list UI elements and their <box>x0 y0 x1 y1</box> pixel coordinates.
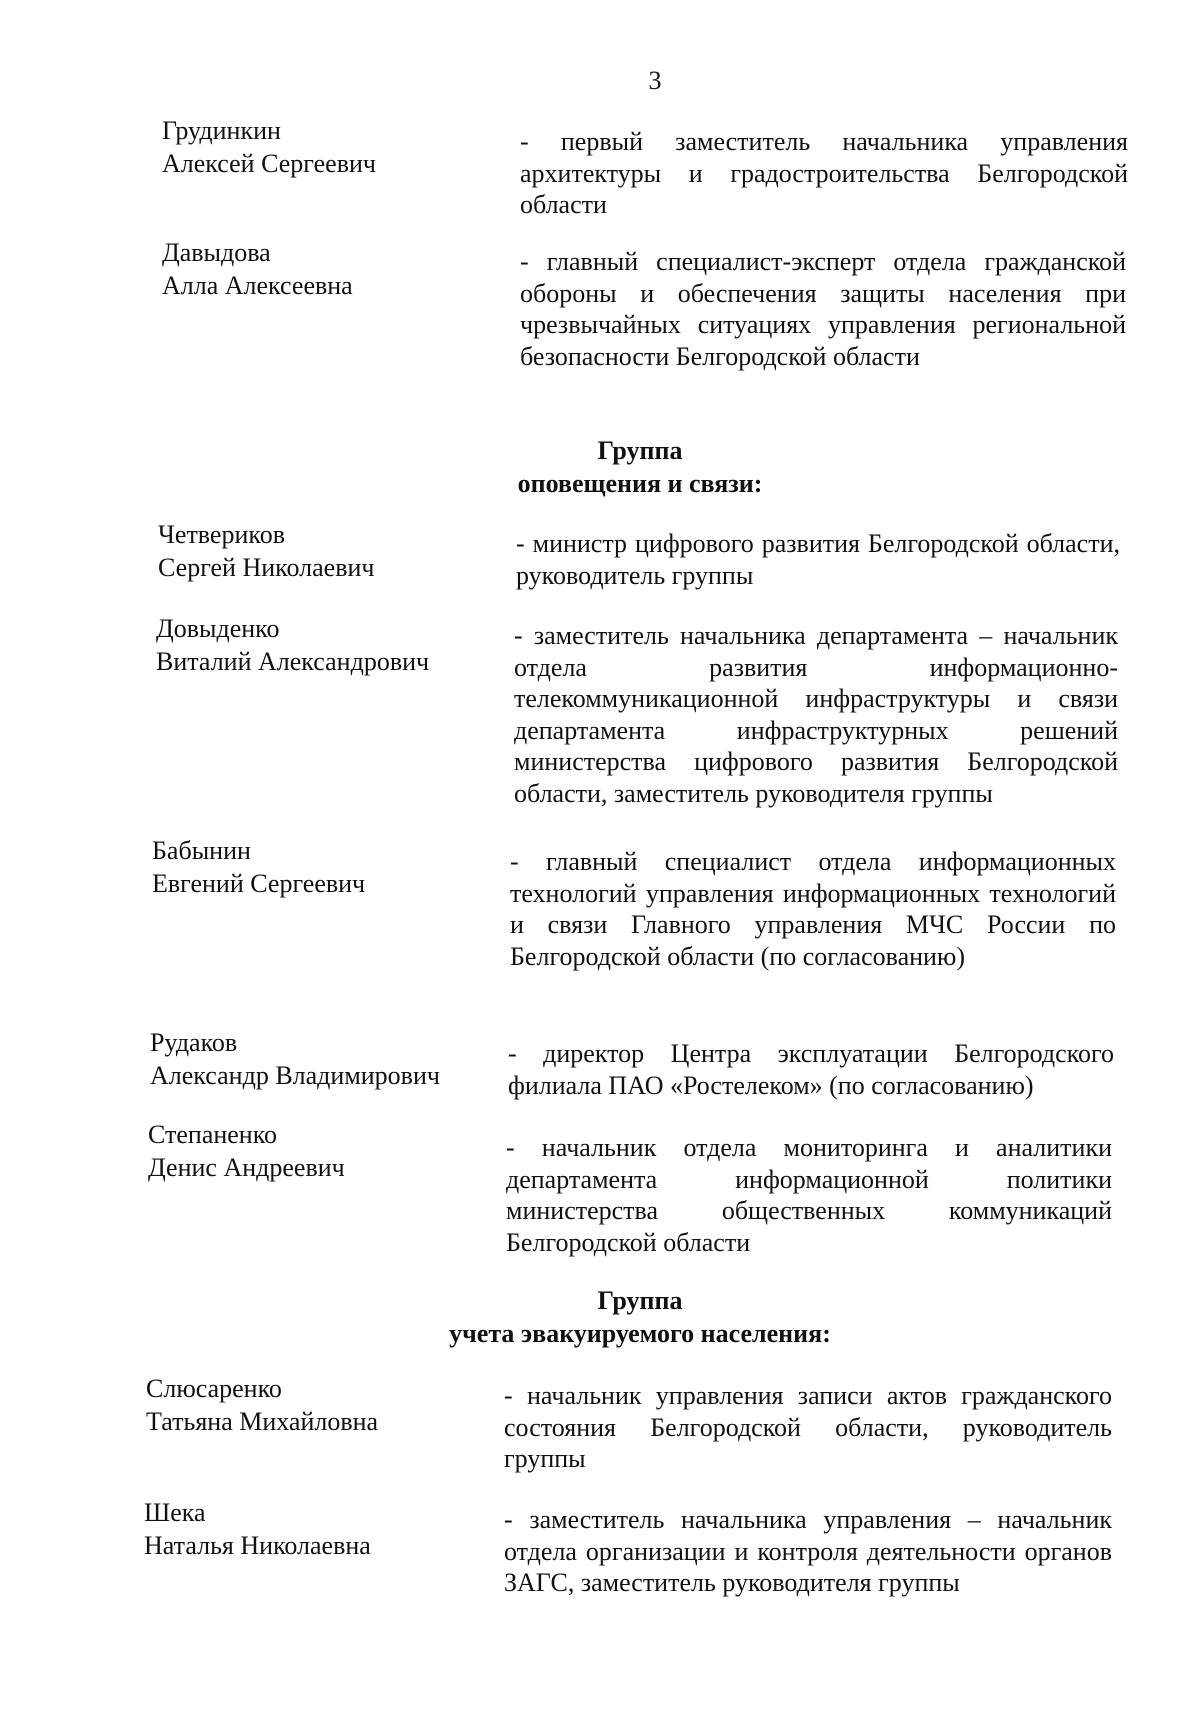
group-heading-title: Группа <box>597 436 683 465</box>
group-heading-subtitle: учета эвакуируемого населения: <box>449 1319 831 1348</box>
member-position: - заместитель начальника департамента – начальник отдела развития информационно-телекоммуникационной инфраструктуры и связи департамента инфраструктурных решений министерства цифрового развития Белгородской области, заместитель руководителя группы <box>514 621 1118 808</box>
member-name <box>148 1118 488 1184</box>
member-name <box>152 834 492 900</box>
group-heading <box>380 1284 900 1350</box>
member-name <box>156 612 496 678</box>
group-heading <box>380 434 900 500</box>
group-heading-title: Группа <box>597 1286 683 1315</box>
group-heading-subtitle: оповещения и связи: <box>517 469 763 498</box>
member-name <box>150 1026 510 1092</box>
member-name <box>162 114 502 180</box>
member-position: - начальник отдела мониторинга и аналитики департамента информационной политики министерства общественных коммуникаций Белгородской области <box>506 1133 1112 1257</box>
member-surname: Довыденко <box>156 614 280 643</box>
member-position: - директор Центра эксплуатации Белгородского филиала ПАО «Ростелеком» (по согласованию) <box>508 1039 1114 1100</box>
member-surname: Степаненко <box>148 1120 278 1149</box>
member-given-name: Сергей Николаевич <box>158 553 375 582</box>
member-given-name: Татьяна Михайловна <box>146 1407 379 1436</box>
member-position: - главный специалист-эксперт отдела гражданской обороны и обеспечения защиты населения при чрезвычайных ситуациях управления региональной безопасности Белгородской области <box>520 247 1126 371</box>
member-position: - первый заместитель начальника управления архитектуры и градостроительства Белгородской области <box>520 127 1128 219</box>
member-surname: Бабынин <box>152 836 251 865</box>
member-position: - начальник управления записи актов гражданского состояния Белгородской области, руководитель группы <box>504 1381 1112 1473</box>
member-name <box>146 1372 486 1438</box>
page-number: 3 <box>648 66 662 95</box>
member-given-name: Алла Алексеевна <box>162 271 353 300</box>
member-surname: Давыдова <box>162 238 271 267</box>
member-position: - заместитель начальника управления – начальник отдела организации и контроля деятельности органов ЗАГС, заместитель руководителя группы <box>504 1505 1112 1597</box>
member-given-name: Виталий Александрович <box>156 647 430 676</box>
member-name <box>162 236 502 302</box>
member-given-name: Евгений Сергеевич <box>152 869 366 898</box>
member-surname: Шека <box>144 1498 206 1527</box>
member-name <box>144 1496 484 1562</box>
member-given-name: Денис Андреевич <box>148 1153 345 1182</box>
member-surname: Рудаков <box>150 1028 238 1057</box>
member-surname: Слюсаренко <box>146 1374 282 1403</box>
member-given-name: Александр Владимирович <box>150 1061 440 1090</box>
member-position: - министр цифрового развития Белгородской области, руководитель группы <box>516 529 1120 590</box>
member-surname: Четвериков <box>158 520 285 549</box>
member-name <box>158 518 498 584</box>
member-given-name: Наталья Николаевна <box>144 1531 371 1560</box>
member-given-name: Алексей Сергеевич <box>162 149 376 178</box>
member-surname: Грудинкин <box>162 116 281 145</box>
member-position: - главный специалист отдела информационных технологий управления информационных технологий и связи Главного управления МЧС России по Белгородской области (по согласованию) <box>510 847 1116 971</box>
